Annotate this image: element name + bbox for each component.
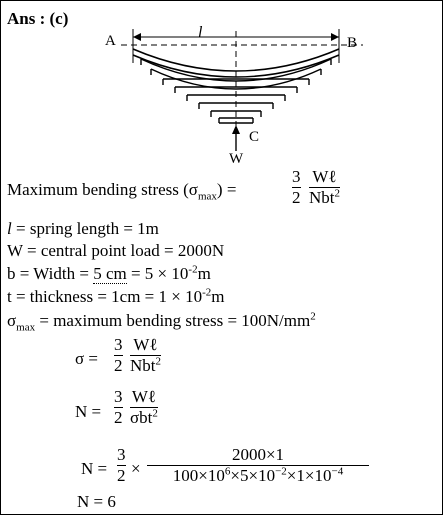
diagram-label-w: W <box>229 151 244 167</box>
given-central-load: W = central point load = 2000N <box>7 241 225 260</box>
n-fraction-wl-over-sigmabt2: Wℓ σbt$^2$ <box>130 387 158 427</box>
sigma-fraction-wl-over-nbt2: Wℓ Nbt$^2$ <box>130 335 161 375</box>
n-equation-lhs: N = <box>75 402 102 421</box>
given-spring-length: l = spring length = 1m <box>7 219 159 238</box>
n-fraction-3-over-2: 3 2 <box>114 387 123 427</box>
given-max-stress: $\sigma_{max}$ = maximum bending stress = $100N/mm^2$ <box>7 310 316 334</box>
n-numeric-3-over-2: 3 2 <box>117 445 126 485</box>
fraction-wl-over-nbt2: Wℓ Nbt$^2$ <box>309 167 340 207</box>
diagram-label-a: A <box>105 33 116 49</box>
n-numeric-lhs: N = <box>81 459 108 478</box>
times-sign: × <box>131 459 141 478</box>
given-thickness: t = thickness = $1cm = 1 \times 10^{-2}m$ <box>7 286 225 306</box>
answer-heading: Ans : (c) <box>7 9 69 28</box>
diagram-label-c: C <box>249 129 260 145</box>
diagram-label-l: l <box>198 24 203 41</box>
n-numeric-fraction: 2000×1 $100\times 10^6\times 5\times 10^{-2}\times 1\times 10^{-4}$ <box>147 445 369 486</box>
result-n: N = 6 <box>77 492 116 511</box>
sigma-fraction-3-over-2: 3 2 <box>114 335 123 375</box>
fraction-3-over-2: 3 2 <box>292 167 301 207</box>
sigma-equation-lhs: σ = <box>75 349 99 368</box>
given-width: b = Width = 5 cm = $5 \times 10^{-2}m$ <box>7 263 211 283</box>
diagram-label-b: B <box>347 35 358 51</box>
stress-formula-label: Maximum bending stress $(\sigma_{max})$ = <box>7 180 237 203</box>
